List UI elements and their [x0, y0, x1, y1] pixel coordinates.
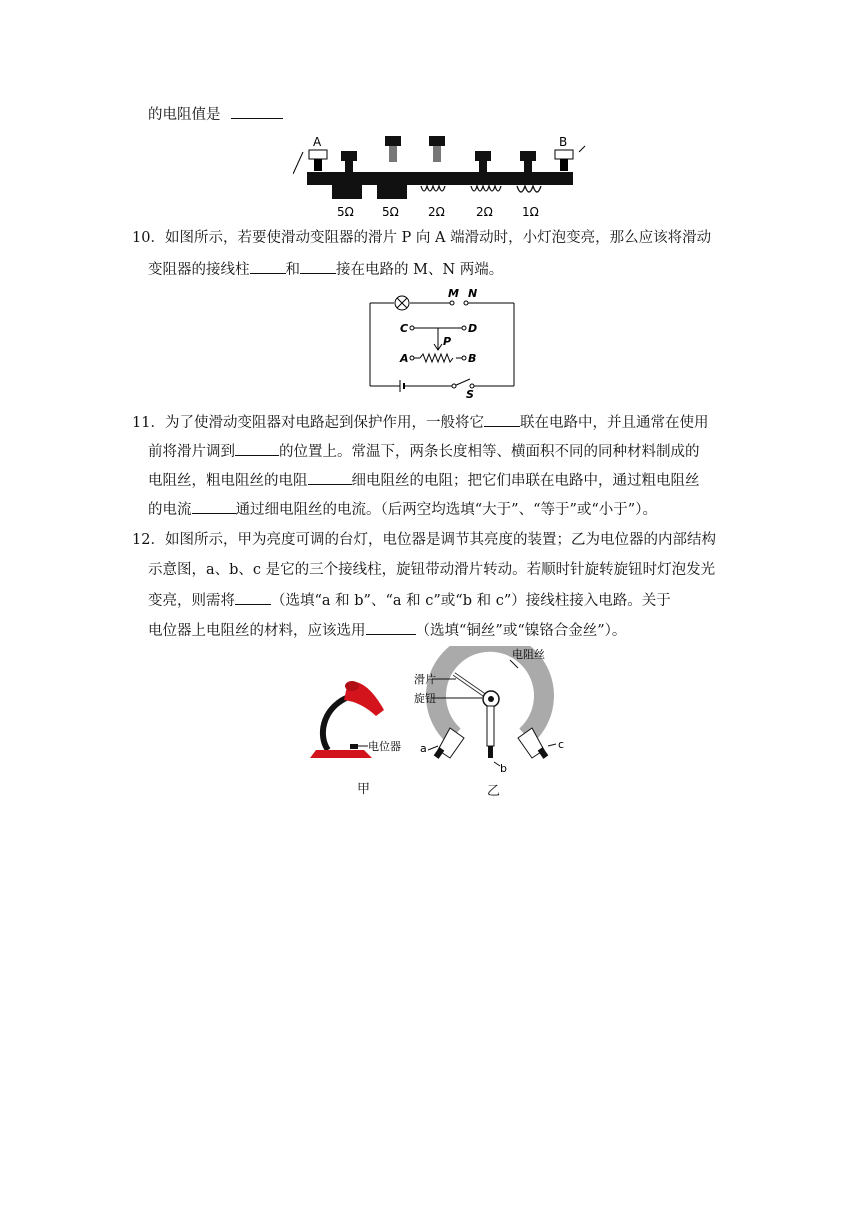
- q9-text: [148, 104, 283, 125]
- q9-end-b-label: B: [559, 135, 568, 149]
- q9-resistor-label-1: 5Ω: [337, 205, 354, 219]
- q12-terminal-a: a: [420, 742, 427, 755]
- q10-label-c: C: [400, 322, 409, 335]
- q11-line2-a: 前将滑片调到: [148, 444, 235, 460]
- q12-line4: [148, 620, 626, 641]
- q12-line2-text: 示意图，a、b、c 是它的三个接线柱，旋钮带动滑片转动。若顺时针旋转旋钮时灯泡发光: [148, 562, 716, 578]
- q12-line4-a: 电位器上电阻丝的材料，应该选用: [148, 623, 366, 639]
- q12-terminal-b: b: [500, 762, 507, 775]
- q11-line3-a: 电阻丝，粗电阻丝的电阻: [148, 473, 308, 489]
- q11-blank-4: [192, 499, 236, 514]
- q9-resistor-label-3: 2Ω: [428, 205, 445, 219]
- q12-terminal-c: c: [558, 738, 565, 751]
- q10-line1: [132, 228, 711, 248]
- lamp-base: [310, 750, 372, 758]
- q10-blank-1: [250, 259, 286, 274]
- q12-label-knob: 旋钮: [414, 692, 436, 705]
- q12-caption-left: 甲: [357, 782, 371, 797]
- q12-line4-b: （选填“铜丝”或“镍铬合金丝”）。: [415, 623, 627, 639]
- q9-blank: [231, 104, 283, 119]
- q11-line2: [148, 441, 700, 462]
- lamp-neck: [323, 698, 346, 750]
- q12-line1-text: 如图所示，甲为亮度可调的台灯，电位器是调节其亮度的装置；乙为电位器的内部结构: [164, 532, 716, 548]
- q11-line1: [132, 412, 708, 433]
- q11-blank-2: [235, 441, 279, 456]
- q12-line3: [148, 590, 671, 611]
- q10-line2-c: 接在电路的 M、N 两端。: [336, 262, 504, 278]
- q9-resistor-label-5: 1Ω: [522, 205, 539, 219]
- q10-line2-b: 和: [285, 262, 300, 278]
- q12-potentiometer-figure: [414, 646, 574, 776]
- q11-line4-a: 的电流: [148, 502, 192, 518]
- q10-line1-text: 如图所示，若要使滑动变阻器的滑片 P 向 A 端滑动时，小灯泡变亮，那么应该将滑动: [164, 230, 712, 246]
- q10-circuit-figure: [366, 287, 518, 399]
- q10-label-m: M: [448, 287, 459, 300]
- q9-resistor-label-4: 2Ω: [476, 205, 493, 219]
- q9-end-a-label: A: [313, 135, 322, 149]
- q12-blank-2: [366, 620, 416, 635]
- q11-line2-b: 的位置上。常温下，两条长度相等、横面积不同的同种材料制成的: [279, 444, 700, 460]
- q9-resistor-label-2: 5Ω: [382, 205, 399, 219]
- q12-desk-lamp-figure: [306, 670, 416, 762]
- q12-number: 12．: [132, 532, 165, 548]
- q10-label-a: A: [400, 352, 409, 365]
- q12-caption-right: 乙: [487, 784, 501, 799]
- q10-line2: [148, 259, 503, 280]
- q11-line1-b: 联在电路中，并且通常在使用: [519, 415, 709, 431]
- q12-line2: [148, 560, 715, 580]
- q10-blank-2: [300, 259, 336, 274]
- q10-label-s: S: [466, 388, 474, 399]
- q10-label-n: N: [468, 287, 478, 300]
- q9-line-tail: 的电阻值是: [148, 107, 221, 123]
- q12-label-wire: 电阻丝: [512, 648, 545, 661]
- q12-line3-a: 变亮，则需将: [148, 593, 235, 609]
- q10-label-p: P: [443, 335, 452, 348]
- q11-line4-b: 通过细电阻丝的电流。（后两空均选填“大于”、“等于”或“小于”）。: [235, 502, 657, 518]
- q10-label-d: D: [468, 322, 478, 335]
- q12-label-slider: 滑片: [414, 673, 436, 686]
- q10-label-b: B: [468, 352, 477, 365]
- q11-line4: [148, 499, 657, 520]
- q11-line3-b: 细电阻丝的电阻；把它们串联在电路中，通过粗电阻丝: [351, 473, 700, 489]
- q11-line1-a: 为了使滑动变阻器对电路起到保护作用，一般将它: [164, 415, 484, 431]
- q11-blank-3: [308, 470, 352, 485]
- q12-lamp-label: 电位器: [368, 740, 401, 753]
- q12-blank-1: [235, 590, 271, 605]
- q11-number: 11．: [132, 415, 165, 431]
- q11-blank-1: [484, 412, 520, 427]
- q12-line3-b: （选填“a 和 b”、“a 和 c”或“b 和 c”）接线柱接入电路。关于: [271, 593, 671, 609]
- q12-line1: [132, 530, 716, 550]
- q10-number: 10．: [132, 230, 165, 246]
- q11-line3: [148, 470, 700, 491]
- q10-line2-a: 变阻器的接线柱: [148, 262, 250, 278]
- q9-resistance-box-figure: [293, 132, 588, 220]
